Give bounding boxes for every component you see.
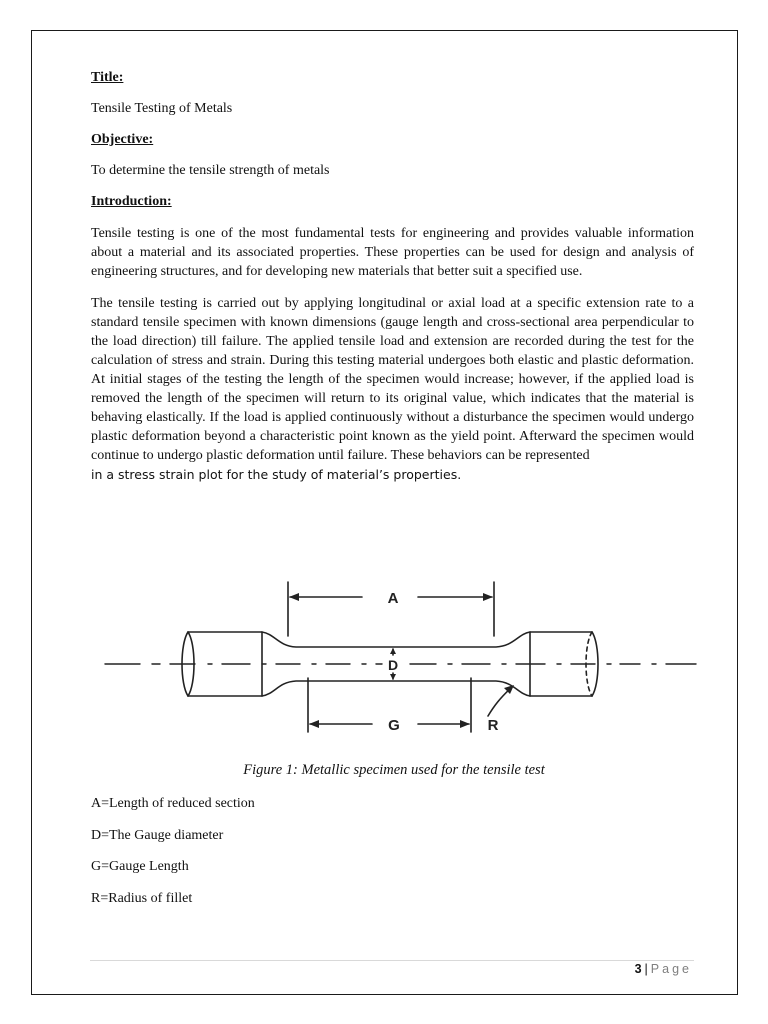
intro-paragraph-2-tail-text: in a stress strain plot for the study of material’s properties. [91, 467, 462, 482]
radius-leader [488, 685, 514, 716]
objective-text: To determine the tensile strength of metals [91, 163, 330, 178]
definition-d: D=The Gauge diameter [91, 827, 224, 843]
specimen-figure [100, 566, 700, 746]
page-word: Page [650, 962, 692, 976]
title-heading: Title: [91, 70, 124, 85]
label-g: G [388, 717, 400, 734]
intro-paragraph-2-tail [91, 465, 694, 485]
page-footer [635, 962, 692, 976]
document-body [91, 68, 694, 485]
definitions-list [91, 794, 255, 920]
document-title: Tensile Testing of Metals [91, 101, 233, 116]
specimen-drawing [100, 566, 700, 746]
introduction-heading: Introduction: [91, 194, 172, 209]
intro-paragraph-1: Tensile testing is one of the most fundamental tests for engineering and provides valuable information about a material and its associated properties. These properties can be used for design and analysis of engineering structures, and for developing new materials that better suit a specified use. [91, 226, 694, 279]
page-number: 3 [634, 962, 642, 976]
label-r: R [487, 717, 499, 734]
figure-caption: Figure 1: Metallic specimen used for the tensile test [243, 762, 545, 778]
definition-a: A=Length of reduced section [91, 796, 255, 811]
definition-g: G=Gauge Length [91, 859, 189, 874]
page-separator: | [644, 962, 648, 976]
intro-paragraph-2: The tensile testing is carried out by applying longitudinal or axial load at a specific extension rate to a standard tensile specimen with known dimensions (gauge length and cross-sectional area perpendicular to the load direction) till failure. The applied tensile load and extension are recorded during the test for the calculation of stress and strain. During this testing material undergoes both elastic and plastic deformation. At initial stages of the testing the length of the specimen would increase; however, if the applied load is removed the length of the specimen will return to its original value, which indicates that the material is behaving elastically. If the load is applied continuously without a disturbance the specimen would undergo plastic deformation beyond a characteristic point known as the yield point. Afterward the specimen would continue to undergo plastic deformation until failure. These behaviors can be represented [91, 296, 694, 463]
footer-rule [90, 960, 694, 961]
label-d: D [387, 657, 399, 673]
definition-r: R=Radius of fillet [91, 890, 193, 906]
label-a: A [387, 590, 399, 607]
objective-heading: Objective: [91, 132, 154, 147]
